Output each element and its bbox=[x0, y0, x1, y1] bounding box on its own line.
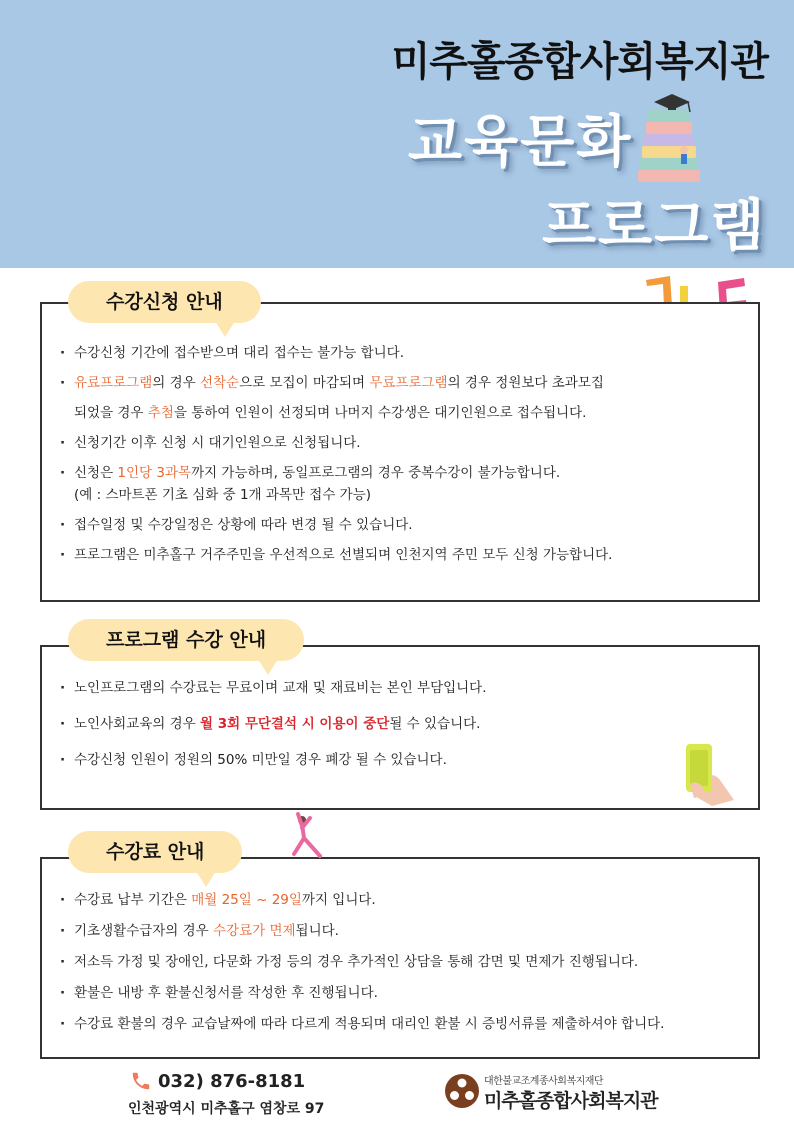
list-item: · 수강신청 기간에 접수받으며 대리 접수는 불가능 합니다. bbox=[60, 342, 744, 364]
yoga-figure-icon bbox=[280, 812, 330, 860]
footer-phone[interactable] bbox=[130, 1070, 305, 1092]
list-item: · 신청기간 이후 신청 시 대기인원으로 신청됩니다. bbox=[60, 432, 744, 454]
section-title-enrollment: 수강신청 안내 bbox=[68, 281, 261, 323]
list-item: · 수강료 환불의 경우 교습날짜에 따라 다르게 적용되며 대리인 환불 시 증빙서류를 제출하셔야 합니다. bbox=[60, 1013, 744, 1035]
list-item: · 기초생활수급자의 경우 수강료가 면제됩니다. bbox=[60, 920, 744, 942]
headline-line1: 교육문화 bbox=[408, 110, 633, 175]
books-graduation-icon bbox=[628, 90, 708, 186]
section-enrollment-info bbox=[40, 302, 760, 602]
foundation-name: 대한불교조계종사회복지재단 bbox=[484, 1076, 604, 1087]
list-item: · 노인프로그램의 수강료는 무료이며 교재 및 재료비는 본인 부담입니다. bbox=[60, 677, 744, 699]
section-title-fee: 수강료 안내 bbox=[68, 831, 242, 873]
list-item: · 프로그램은 미추홀구 거주주민을 우선적으로 선별되며 인천지역 주민 모두 신청 가능합니다. bbox=[60, 544, 744, 566]
list-item: · 접수일정 및 수강일정은 상황에 따라 변경 될 수 있습니다. bbox=[60, 514, 744, 536]
phone-number: 032) 876-8181 bbox=[158, 1070, 306, 1092]
welfare-center-logo-icon bbox=[444, 1073, 480, 1109]
list-item: · 유료프로그램의 경우 선착순으로 모집이 마감되며 무료프로그램의 경우 정원보다 초과모집 되었을 경우 추첨을 통하여 인원이 선정되며 나머지 수강생은 대기인원으로 접수됩니다. bbox=[60, 372, 744, 424]
section-fee-info bbox=[40, 857, 760, 1059]
phone-in-hand-icon bbox=[672, 740, 738, 806]
list-item: · 환불은 내방 후 환불신청서를 작성한 후 진행됩니다. bbox=[60, 982, 744, 1004]
list-item: · 수강신청 인원이 정원의 50% 미만일 경우 폐강 될 수 있습니다. bbox=[60, 749, 744, 771]
list-item: · 노인사회교육의 경우 월 3회 무단결석 시 이용이 중단될 수 있습니다. bbox=[60, 713, 744, 735]
header-banner bbox=[0, 0, 794, 268]
list-item: · 신청은 1인당 3과목까지 가능하며, 동일프로그램의 경우 중복수강이 불가능합니다. (예 : 스마트폰 기초 심화 중 1개 과목만 접수 가능) bbox=[60, 462, 744, 506]
section-title-program: 프로그램 수강 안내 bbox=[68, 619, 304, 661]
org-title: 미추홀종합사회복지관 bbox=[391, 39, 768, 85]
section-program-info bbox=[40, 645, 760, 810]
welfare-center-name: 미추홀종합사회복지관 bbox=[484, 1090, 658, 1112]
phone-icon bbox=[130, 1070, 152, 1092]
headline-line2: 프로그램 bbox=[542, 194, 767, 259]
list-item: · 저소득 가정 및 장애인, 다문화 가정 등의 경우 추가적인 상담을 통해 감면 및 면제가 진행됩니다. bbox=[60, 951, 744, 973]
list-item: · 수강료 납부 기간은 매월 25일 ~ 29일까지 입니다. bbox=[60, 889, 744, 911]
footer-address: 인천광역시 미추홀구 염창로 97 bbox=[128, 1101, 325, 1117]
